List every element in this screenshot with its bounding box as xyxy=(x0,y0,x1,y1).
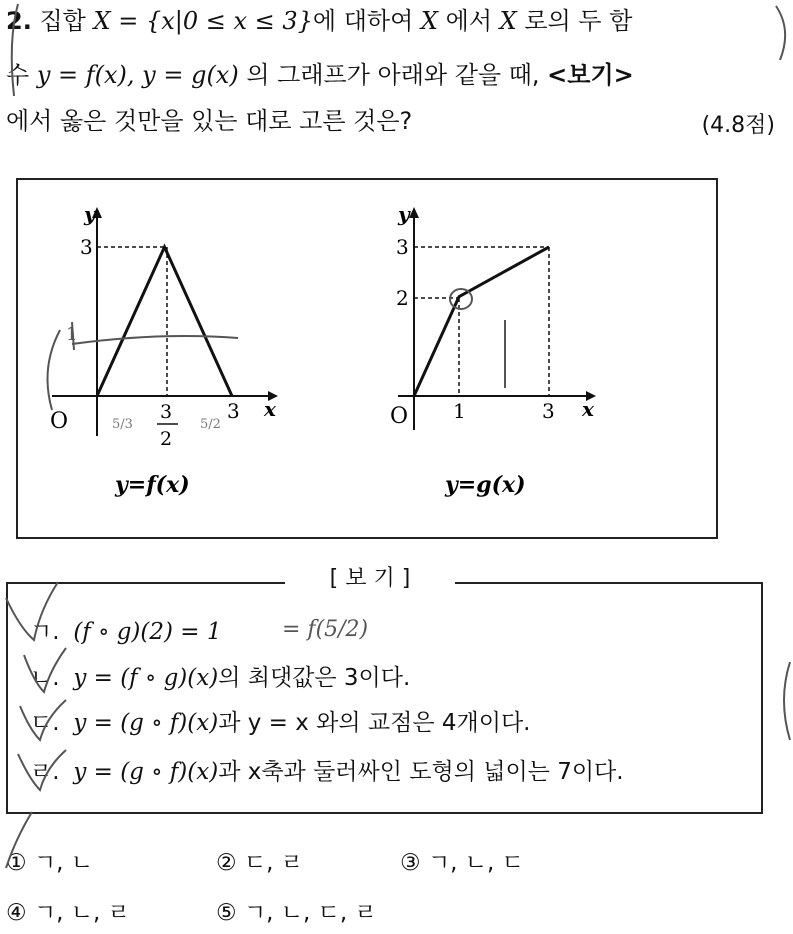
bogi-math: (f ∘ g)(2) = 1 xyxy=(73,619,222,645)
answer-choice-2[interactable] xyxy=(216,848,303,878)
bogi-math: y = (f ∘ g)(x) xyxy=(73,665,219,691)
answer-choice-5[interactable] xyxy=(216,898,377,928)
choice-number: ① xyxy=(6,850,27,876)
f-origin: O xyxy=(50,409,69,434)
g-caption: y=g(x) xyxy=(445,472,526,498)
answer-choice-3[interactable] xyxy=(400,848,524,878)
f-x-label: x xyxy=(264,397,276,421)
bogi-item xyxy=(30,708,530,738)
f-tick-x-den: 2 xyxy=(160,428,173,450)
choice-text: ㄱ, ㄴ xyxy=(33,850,93,876)
function-names: y = f(x), y = g(x) xyxy=(36,61,239,89)
annotation-note-y1: 1 xyxy=(66,324,78,345)
set-definition: X = {x|0 ≤ x ≤ 3} xyxy=(93,7,313,35)
set-symbol: X xyxy=(499,7,517,35)
question-text: 수 xyxy=(6,61,30,89)
question-text: 에서 xyxy=(445,7,493,35)
g-tick-y2: 2 xyxy=(396,286,409,310)
g-tick-x1: 1 xyxy=(453,399,466,423)
choice-text: ㄷ, ㄹ xyxy=(243,850,303,876)
f-caption: y=f(x) xyxy=(115,472,190,498)
question-text: 집합 xyxy=(39,7,86,35)
annotation-note-f-right: 5/2 xyxy=(200,417,221,432)
choice-text: ㄱ, ㄴ, ㄹ xyxy=(33,900,130,926)
f-tick-x-num: 3 xyxy=(160,401,173,423)
graph-g xyxy=(398,207,596,430)
f-y-label: y xyxy=(84,202,96,226)
annotation-note-f-left: 5/3 xyxy=(112,417,133,432)
question-text: 에 대하여 xyxy=(312,7,414,35)
question-points: (4.8점) xyxy=(701,113,775,138)
f-tick-x3: 3 xyxy=(227,399,240,423)
f-tick-y3: 3 xyxy=(80,235,93,259)
right-margin-arc xyxy=(784,662,790,740)
g-curve xyxy=(414,247,549,396)
choice-text: ㄱ, ㄴ, ㄷ xyxy=(427,850,524,876)
bogi-item xyxy=(30,663,410,693)
choice-number: ⑤ xyxy=(216,900,237,926)
choice-number: ② xyxy=(216,850,237,876)
choice-text: ㄱ, ㄴ, ㄷ, ㄹ xyxy=(243,900,377,926)
g-tick-y3: 3 xyxy=(396,235,409,259)
g-y-label: y xyxy=(398,202,410,226)
g-tick-x3: 3 xyxy=(542,399,555,423)
g-y-arrow xyxy=(409,207,419,218)
choice-number: ④ xyxy=(6,900,27,926)
bogi-reference: <보기> xyxy=(547,61,634,89)
bogi-text: 과 y = x 와의 교점은 4개이다. xyxy=(218,710,531,736)
question-text: 에서 옳은 것만을 있는 대로 고른 것은? xyxy=(6,107,413,135)
g-x-label: x xyxy=(582,397,594,421)
question-number: 2. xyxy=(6,7,32,35)
set-symbol: X xyxy=(420,7,439,35)
bogi-mark: ㄹ. xyxy=(30,759,60,785)
answer-choice-4[interactable] xyxy=(6,898,130,928)
annotation-note-1: = f(5/2) xyxy=(282,617,369,642)
f-curve xyxy=(97,247,232,396)
question-text: 로의 두 함 xyxy=(524,7,633,35)
bogi-item xyxy=(30,617,222,647)
g-origin: O xyxy=(390,404,409,429)
bogi-item xyxy=(30,757,624,787)
question-text: 의 그래프가 아래와 같을 때, xyxy=(246,61,540,89)
answer-choice-1[interactable] xyxy=(6,848,93,878)
bogi-mark: ㄴ. xyxy=(30,665,60,691)
bogi-math: y = (g ∘ f)(x) xyxy=(73,759,219,785)
bogi-text: 과 x축과 둘러싸인 도형의 넓이는 7이다. xyxy=(218,759,624,785)
bogi-mark: ㄱ. xyxy=(30,619,60,645)
bogi-math: y = (g ∘ f)(x) xyxy=(73,710,219,736)
choice-number: ③ xyxy=(400,850,421,876)
bogi-text: 의 최댓값은 3이다. xyxy=(218,665,411,691)
bogi-mark: ㄷ. xyxy=(30,710,60,736)
bogi-title: [ 보 기 ] xyxy=(285,566,455,592)
